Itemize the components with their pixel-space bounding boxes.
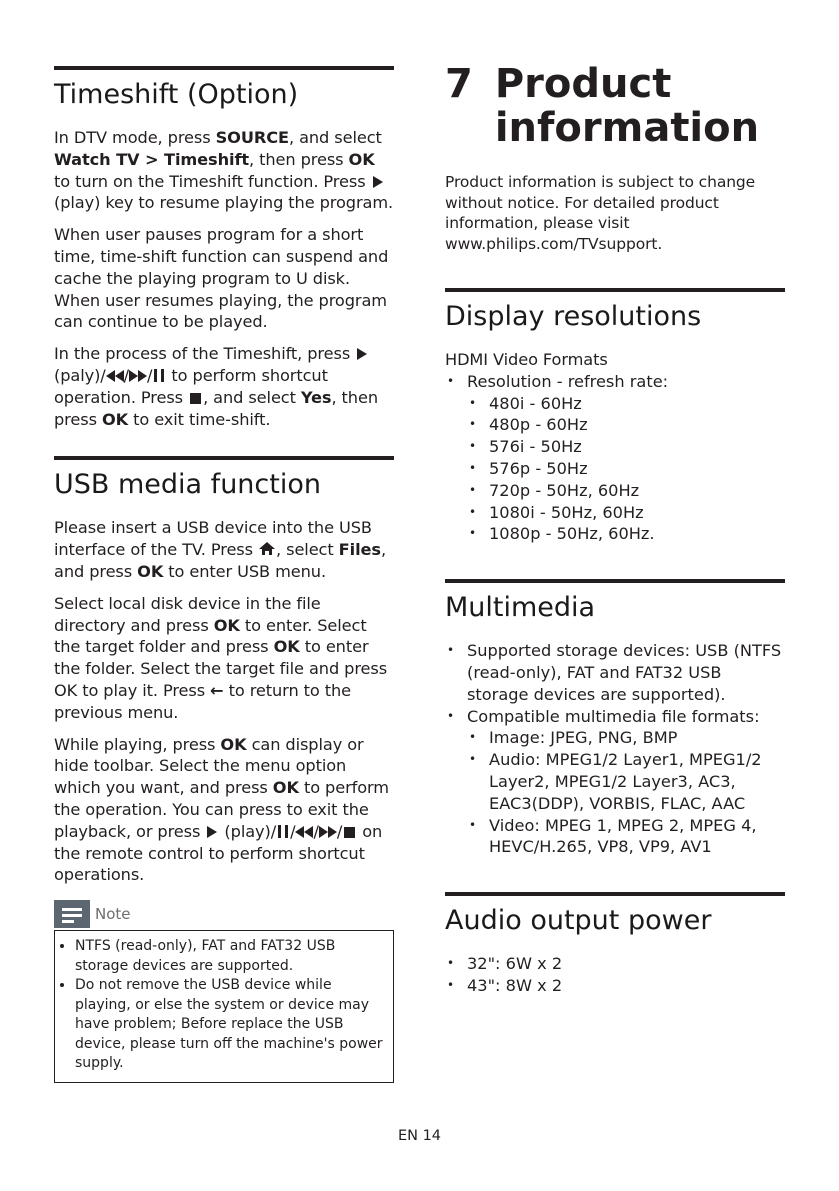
section-rule xyxy=(445,892,785,896)
list-item xyxy=(467,706,785,859)
usb-paragraph-2 xyxy=(54,593,394,724)
text: to enter. Select the target folder and press xyxy=(54,615,367,657)
section-rule xyxy=(54,456,394,460)
audio-section xyxy=(445,892,785,997)
key-ok: OK xyxy=(213,615,240,635)
usb-heading: USB media function xyxy=(54,469,321,501)
resolution-item: • 480i - 60Hz xyxy=(489,393,785,415)
home-icon xyxy=(258,541,276,556)
section-rule xyxy=(54,66,394,70)
list-item: • Supported storage devices: USB (NTFS (read-only), FAT and FAT32 USB storage devices are supported). xyxy=(467,640,785,705)
note-header xyxy=(54,900,394,928)
multimedia-list xyxy=(445,640,785,858)
page-number: 14 xyxy=(422,1128,442,1144)
text: to perform shortcut operation. Press xyxy=(54,365,328,407)
resolution-item: • 576p - 50Hz xyxy=(489,458,785,480)
text: , select xyxy=(276,540,339,560)
chapter-title-line: Product xyxy=(494,61,672,107)
key-source: SOURCE xyxy=(215,128,289,147)
note-item: • NTFS (read-only), FAT and FAT32 USB storage devices are supported. xyxy=(75,937,383,976)
timeshift-heading: Timeshift (Option) xyxy=(54,79,299,110)
text: / xyxy=(123,365,130,385)
text: to perform the operation. You can press to exit the playback, or press xyxy=(54,778,389,841)
chapter-heading xyxy=(445,62,785,150)
resolution-list xyxy=(467,393,785,546)
resolution-item: • 720p - 50Hz, 60Hz xyxy=(489,480,785,502)
key-ok: OK xyxy=(101,409,129,429)
multimedia-section xyxy=(445,579,785,858)
note-icon xyxy=(54,900,90,928)
text: to return to the previous menu. xyxy=(54,680,352,722)
hdmi-formats-label: HDMI Video Formats xyxy=(445,350,608,369)
text: , and press xyxy=(54,540,386,581)
fast-forward-icon xyxy=(328,826,337,838)
display-heading: Display resolutions xyxy=(445,301,702,332)
resolution-item: • 1080p - 50Hz, 60Hz. xyxy=(489,523,785,545)
list-item: • 32": 6W x 2 xyxy=(467,953,785,975)
timeshift-paragraph-1 xyxy=(54,127,394,214)
formats-label: Compatible multimedia file formats: xyxy=(467,706,760,726)
right-column xyxy=(445,61,785,997)
fast-forward-icon xyxy=(129,370,138,382)
key-ok: OK xyxy=(220,734,247,754)
fast-forward-icon xyxy=(319,826,328,838)
resolution-label: Resolution - refresh rate: xyxy=(467,371,669,391)
note-list xyxy=(61,937,383,1074)
text: / xyxy=(336,821,343,841)
note-box xyxy=(54,930,394,1083)
display-list xyxy=(445,371,785,545)
fast-forward-icon xyxy=(138,370,147,382)
note-item: • Do not remove the USB device while playing, or else the system or device may have problem; Before replace the USB device, please turn off the machine's power supply. xyxy=(75,976,383,1074)
key-ok: OK xyxy=(348,149,375,169)
note-title: Note xyxy=(95,905,131,924)
left-column xyxy=(54,66,394,1083)
text: / xyxy=(313,821,319,841)
text: In DTV mode, press xyxy=(54,128,216,147)
note-block xyxy=(54,900,394,1083)
play-icon xyxy=(373,176,383,188)
text: / xyxy=(290,821,296,841)
usb-section xyxy=(54,456,394,886)
text: can display or hide toolbar. Select the menu option which you want, and press xyxy=(54,734,364,798)
key-ok: OK xyxy=(273,637,300,657)
text: (play)/ xyxy=(219,821,277,841)
section-rule xyxy=(445,579,785,583)
yes-option: Yes xyxy=(300,387,332,407)
format-item: • Image: JPEG, PNG, BMP xyxy=(489,727,785,749)
text: to turn on the Timeshift function. Press xyxy=(54,171,371,191)
product-info-intro: Product information is subject to change without notice. For detailed product information, please visit www.philips.com/TVsupport. xyxy=(445,173,756,253)
format-item: • Video: MPEG 1, MPEG 2, MPEG 4, HEVC/H.265, VP8, VP9, AV1 xyxy=(489,815,785,859)
pause-icon xyxy=(154,369,164,382)
play-icon xyxy=(357,348,367,360)
text: While playing, press xyxy=(54,734,221,754)
play-icon xyxy=(207,826,217,838)
formats-list xyxy=(467,727,785,858)
text: (paly)/ xyxy=(54,365,106,385)
rewind-icon xyxy=(295,826,304,838)
resolution-item: • 1080i - 50Hz, 60Hz xyxy=(489,502,785,524)
page-footer xyxy=(0,1128,839,1144)
text: Please insert a USB device into the USB interface of the TV. Press xyxy=(54,518,372,560)
resolution-item: • 576i - 50Hz xyxy=(489,436,785,458)
audio-list xyxy=(445,953,785,997)
pause-icon xyxy=(278,825,288,838)
menu-path: Watch TV > Timeshift xyxy=(54,149,250,169)
audio-heading: Audio output power xyxy=(445,905,712,937)
usb-paragraph-3 xyxy=(54,734,394,887)
text: to enter USB menu. xyxy=(163,561,326,581)
timeshift-paragraph-2: When user pauses program for a short time, time-shift function can suspend and cache the playing program to U disk. When user resumes playing, the program can continue to be played. xyxy=(54,225,389,332)
text: to enter the folder. Select the target file and press OK to play it. Press xyxy=(54,637,388,700)
stop-icon xyxy=(190,393,201,404)
chapter-number: 7 xyxy=(445,61,473,107)
key-ok: OK xyxy=(272,778,299,798)
format-item: • Audio: MPEG1/2 Layer1, MPEG1/2 Layer2, MPEG1/2 Layer3, AC3, EAC3(DDP), VORBIS, FLAC, AAC xyxy=(489,749,785,814)
rewind-icon xyxy=(106,370,115,382)
text: to exit time-shift. xyxy=(128,409,271,429)
list-item xyxy=(467,371,785,545)
files-option: Files xyxy=(338,540,381,560)
chapter-title xyxy=(495,62,759,150)
text: / xyxy=(147,365,153,385)
text: , then press xyxy=(54,387,378,429)
chapter-title-line: information xyxy=(494,105,760,151)
timeshift-section xyxy=(54,66,394,430)
text: , and select xyxy=(203,387,301,407)
text: , and select xyxy=(288,128,382,147)
rewind-icon xyxy=(115,370,124,382)
display-section xyxy=(445,288,785,545)
text: on the remote control to perform shortcut operations. xyxy=(54,821,383,885)
section-rule xyxy=(445,288,785,292)
key-ok: OK xyxy=(137,561,164,581)
text: Select local disk device in the file directory and press xyxy=(54,593,321,635)
text: (play) key to resume playing the program. xyxy=(54,193,394,213)
stop-icon xyxy=(344,827,355,838)
text: In the process of the Timeshift, press xyxy=(54,344,356,364)
language-code: EN xyxy=(397,1128,418,1144)
resolution-item: • 480p - 60Hz xyxy=(489,414,785,436)
usb-paragraph-1 xyxy=(54,517,394,582)
back-arrow-icon: ← xyxy=(210,680,224,700)
multimedia-heading: Multimedia xyxy=(445,592,596,624)
text: , then press xyxy=(249,149,349,169)
timeshift-paragraph-3 xyxy=(54,343,394,430)
list-item: • 43": 8W x 2 xyxy=(467,975,785,997)
